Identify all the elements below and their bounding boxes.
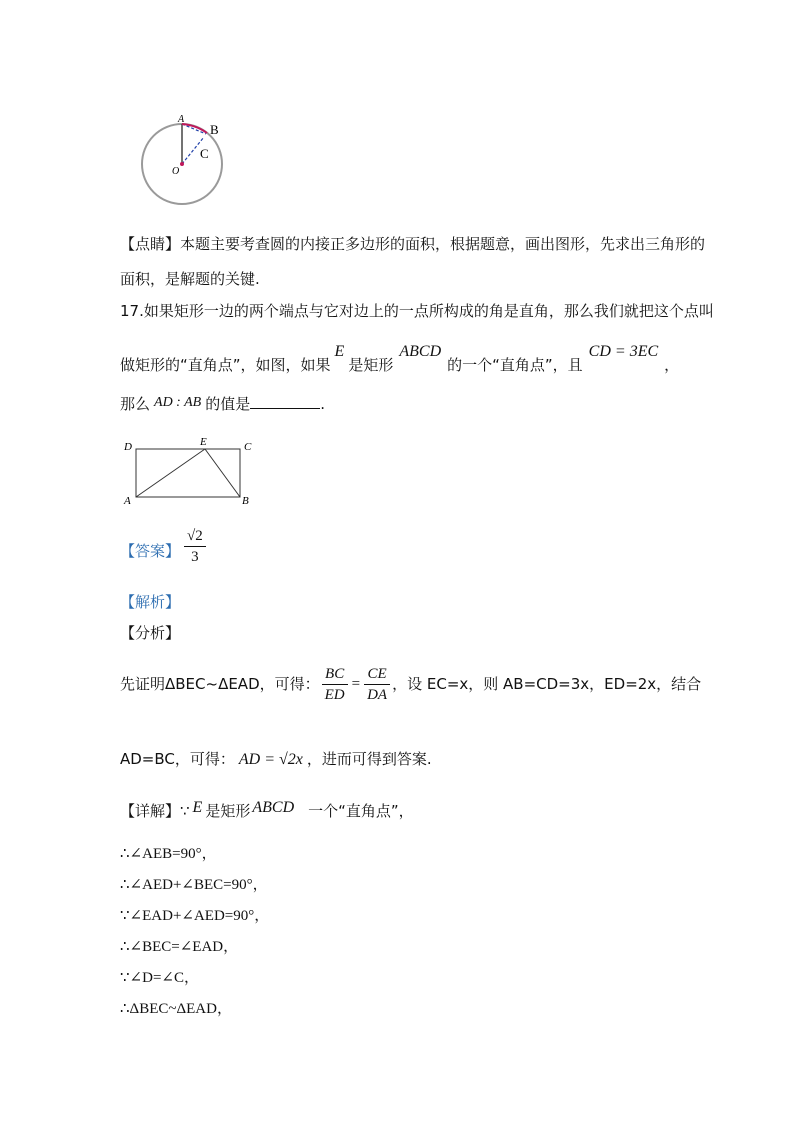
detail-text-c: 一个“直角点”， [308, 802, 414, 820]
detail-var-abcd: ABCD [252, 799, 295, 816]
detail-step-5: ∵∠D=∠C， [120, 970, 199, 986]
q17-equation: CD = 3EC [588, 343, 659, 360]
detail-step-6: ∴ΔBEC~ΔEAD， [120, 1001, 232, 1017]
segment-ae [136, 449, 205, 497]
detail-step-2: ∴∠AED+∠BEC=90°， [120, 877, 268, 893]
circle-figure [130, 110, 240, 210]
question-17-line-1: 17.如果矩形一边的两个端点与它对边上的一点所构成的角是直角，那么我们就把这个点叫 [120, 302, 714, 320]
detail-step-4: ∴∠BEC=∠EAD， [120, 939, 239, 955]
answer-numerator: √2 [184, 526, 206, 547]
question-17-line-2 [120, 340, 679, 380]
answer-blank [250, 394, 320, 409]
q17-text-then: 那么 [120, 395, 151, 413]
q17-ratio: AD : AB [154, 395, 202, 410]
fraction-1-numerator: BC [322, 664, 348, 685]
center-point [180, 162, 184, 166]
segment-be [205, 449, 240, 497]
label-o: O [172, 166, 180, 177]
fraction-1-denominator: ED [324, 686, 345, 703]
label-a: A [124, 495, 131, 507]
formula-ad: AD = √2x [238, 751, 303, 768]
answer-denominator: 3 [191, 549, 199, 565]
analysis-text-b: ，设 EC=x，则 AB=CD=3x，ED=2x，结合 [392, 675, 702, 693]
q17-text-a: 做矩形的“直角点”，如图，如果 [120, 356, 331, 374]
rectangle-figure [118, 432, 268, 512]
label-e: E [200, 436, 207, 448]
q17-var-abcd: ABCD [399, 343, 442, 360]
rectangle-abcd [136, 449, 240, 497]
q17-text-value: 的值是 [205, 395, 251, 413]
answer-value [182, 526, 208, 567]
label-b: B [210, 122, 219, 137]
detail-line-1 [120, 800, 414, 823]
detail-step-3: ∵∠EAD+∠AED=90°， [120, 908, 270, 924]
analysis-line-1 [120, 661, 701, 707]
detail-text-b: 是矩形 [205, 802, 251, 820]
fraction-2-denominator: DA [367, 686, 388, 703]
q17-text-b: 是矩形 [348, 356, 394, 374]
q17-var-e: E [334, 343, 345, 360]
analysis-label: 【解析】 [120, 593, 181, 611]
label-a: A [178, 114, 185, 125]
detail-text-a: 【详解】∵ [120, 802, 190, 820]
answer-fraction [184, 526, 206, 567]
comment-line-2: 面积，是解题的关键. [120, 270, 260, 288]
detail-var-e: E [192, 799, 203, 816]
label-b: B [242, 495, 249, 507]
q17-text-c: 的一个“直角点”，且 [447, 356, 583, 374]
q17-period: . [320, 395, 325, 413]
fenxi-label: 【分析】 [120, 624, 181, 642]
analysis-text-c: AD=BC，可得： [120, 750, 235, 768]
analysis-line-2 [120, 748, 432, 771]
detail-step-1: ∴∠AEB=90°， [120, 846, 217, 862]
analysis-text-a: 先证明ΔBEC~ΔEAD，可得： [120, 675, 320, 693]
label-c: C [200, 146, 209, 161]
answer-label: 【答案】 [120, 542, 181, 560]
fraction-bc-ed [322, 664, 348, 705]
fraction-ce-da [364, 664, 390, 705]
label-c: C [244, 441, 252, 453]
equals-sign: = [351, 676, 361, 692]
analysis-text-d: ，进而可得到答案. [306, 750, 432, 768]
fraction-2-numerator: CE [364, 664, 390, 685]
q17-comma: ， [664, 356, 680, 374]
comment-line-1: 【点睛】本题主要考查圆的内接正多边形的面积，根据题意，画出图形，先求出三角形的 [120, 235, 706, 253]
label-d: D [124, 441, 132, 453]
question-17-line-3 [120, 393, 325, 417]
